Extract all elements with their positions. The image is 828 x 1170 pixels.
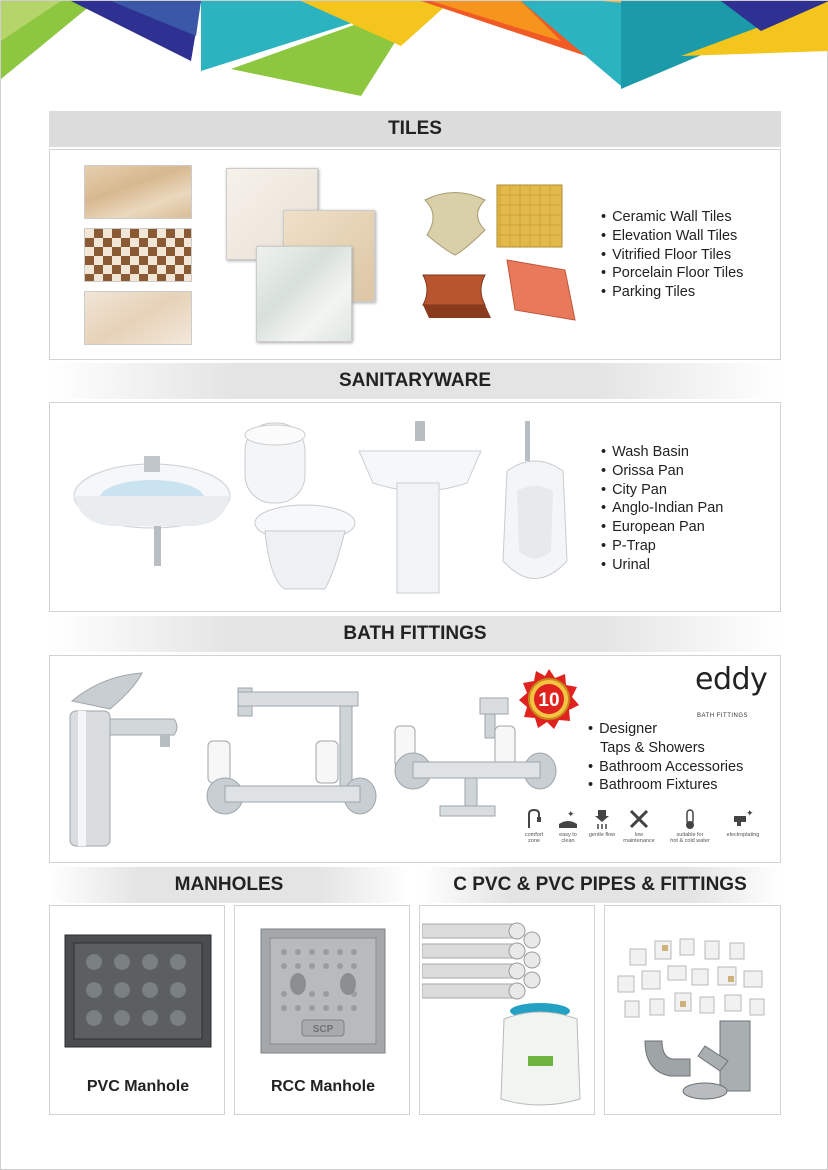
checkered-tile-image [84, 228, 192, 282]
list-item: • Ceramic Wall Tiles [601, 208, 743, 227]
list-item: • Designer [588, 720, 743, 739]
bath-fittings-panel [49, 655, 781, 863]
manholes-title: MANHOLES [174, 874, 284, 895]
eddy-logo: eddy [695, 662, 768, 697]
comfort-zone-feature: comfort zone [518, 808, 550, 844]
easy-to-clean-icon [557, 808, 579, 830]
electroplating-feature: ✦ electroplating [726, 808, 760, 838]
pipes-title: C PVC & PVC PIPES & FITTINGS [453, 874, 747, 895]
list-item: • Orissa Pan [601, 462, 723, 481]
water-tank-image [498, 1001, 583, 1111]
pipe-fittings-image [610, 931, 775, 1106]
list-item: • Bathroom Accessories [588, 758, 743, 777]
list-item-continuation: Taps & Showers [600, 739, 705, 756]
list-item: • Bathroom Fixtures [588, 776, 743, 795]
manholes-heading [49, 867, 409, 903]
list-item: • Parking Tiles [601, 283, 743, 302]
sanitaryware-list [601, 443, 723, 575]
rcc-manhole-card [234, 905, 410, 1115]
sanitaryware-title: SANITARYWARE [339, 370, 491, 391]
pipes-heading [419, 867, 781, 903]
feature-icons-row [518, 808, 768, 853]
hot-cold-water-feature: suitable for hot & cold water [662, 808, 718, 844]
rcc-manhole-image [260, 928, 386, 1054]
low-maintenance-icon [628, 808, 650, 830]
list-item: • Urinal [601, 556, 723, 575]
pvc-manhole-caption: PVC Manhole [86, 1078, 190, 1095]
svg-text:✦: ✦ [567, 809, 575, 819]
gentle-flow-feature: gentle flow [586, 808, 618, 838]
warranty-number: 10 [538, 690, 560, 711]
pvc-manhole-card [49, 905, 225, 1115]
list-item: • City Pan [601, 481, 723, 500]
gentle-flow-icon [593, 808, 611, 830]
pipe-fittings-card [604, 905, 781, 1115]
beige-marble-tile-image [84, 165, 192, 219]
list-item: • Elevation Wall Tiles [601, 227, 743, 246]
rcc-manhole-caption: RCC Manhole [271, 1078, 375, 1095]
toilet-image [235, 421, 360, 593]
sanitaryware-panel [49, 402, 781, 612]
electroplating-icon [731, 808, 755, 830]
tiles-heading [49, 111, 781, 147]
decorative-banner [1, 1, 828, 96]
easy-to-clean-feature: ✦ easy to clean [552, 808, 584, 844]
low-maintenance-feature: low maintenance [620, 808, 658, 844]
list-item: • Porcelain Floor Tiles [601, 264, 743, 283]
list-item: • Wash Basin [601, 443, 723, 462]
eddy-logo-subtitle: BATH FITTINGS [697, 713, 749, 719]
list-item: • Anglo-Indian Pan [601, 499, 723, 518]
wash-basin-image [70, 448, 235, 568]
pedestal-basin-image [355, 421, 485, 596]
onyx-floor-tile-image [256, 246, 352, 342]
pipes-tank-card [419, 905, 595, 1115]
warranty-badge-icon [518, 668, 580, 730]
parking-tiles-image [415, 180, 590, 330]
tiles-title: TILES [388, 118, 442, 139]
svg-text:✦: ✦ [746, 808, 754, 818]
bath-fittings-heading [49, 616, 781, 652]
cream-marble-tile-image [84, 291, 192, 345]
bath-fittings-title: BATH FITTINGS [343, 623, 487, 644]
sanitaryware-heading [49, 363, 781, 399]
comfort-zone-icon [525, 808, 543, 830]
pvc-manhole-image [64, 934, 212, 1048]
tiles-panel [49, 149, 781, 360]
tiles-list [601, 208, 743, 302]
list-item: • European Pan [601, 518, 723, 537]
bath-fittings-list [588, 720, 743, 795]
pvc-pipes-image [422, 920, 547, 1005]
urinal-image [495, 421, 575, 596]
hot-cold-water-icon [679, 808, 701, 830]
basin-mixer-image [62, 671, 182, 849]
list-item: • P-Trap [601, 537, 723, 556]
wall-mixer-image [200, 686, 380, 836]
scp-stamp: SCP [312, 1024, 334, 1035]
list-item: • Vitrified Floor Tiles [601, 246, 743, 265]
